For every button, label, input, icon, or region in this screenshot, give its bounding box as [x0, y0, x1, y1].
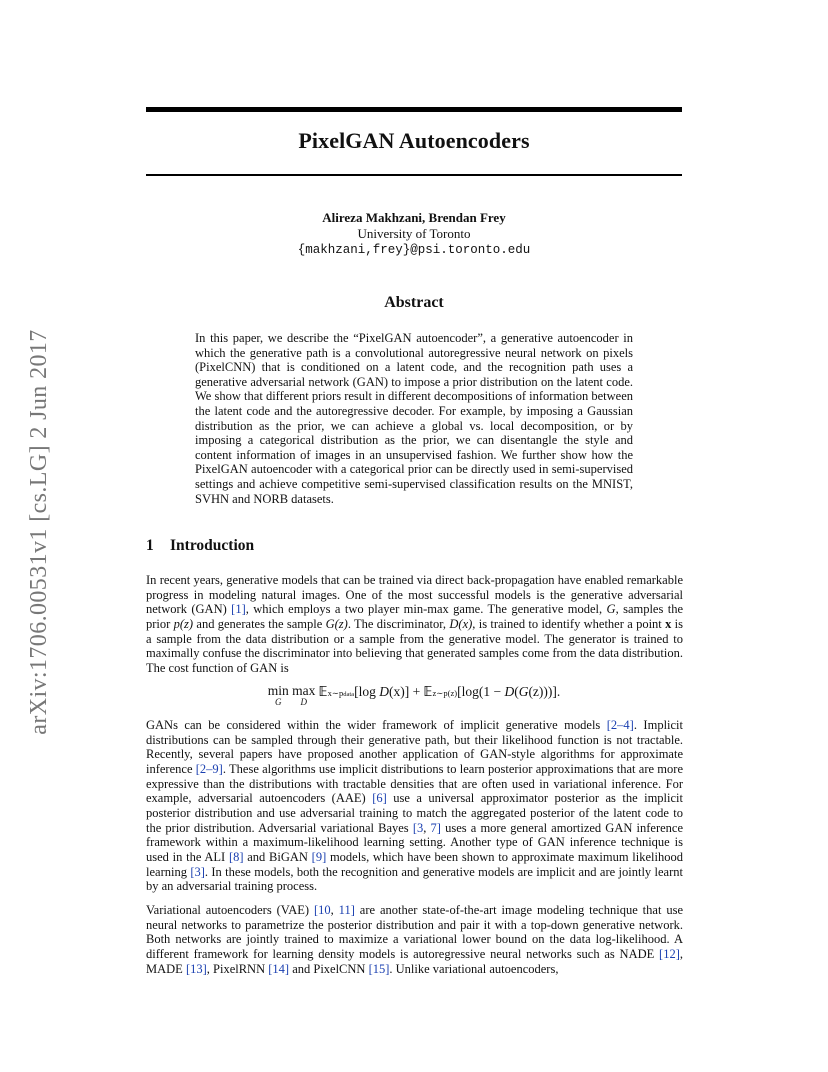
equation-text: [log(1 − [457, 684, 505, 699]
equation-text: ( [514, 684, 519, 699]
text-run: , MADE [146, 946, 683, 976]
citation-link[interactable]: [14] [268, 961, 290, 976]
author-names: Alireza Makhzani, Brendan Frey [322, 210, 506, 225]
abstract-text: In this paper, we describe the “PixelGAN autoencoder”, a generative autoencoder in which the generative path is a convolutional autoregressive neural network on pixels (PixelCNN) that is conditioned on a latent code, and the recognition path uses a generative adversarial network (GAN) to impose a prior distribution on the latent code. We show that different priors result in different decompositions of information between the latent code and the autoregressive decoder. For example, by imposing a Gaussian distribution as the prior, we can achieve a global vs. local decomposition, or by imposing a categorical distribution as the prior, we can disentangle the style and content information of images in an unsupervised fashion. We further show how the PixelGAN autoencoder with a categorical prior can be directly used in semi-supervised settings and achieve competitive semi-supervised classification results on the MNIST, SVHN and NORB datasets. [195, 331, 633, 506]
citation-link[interactable]: [3 [412, 820, 424, 835]
text-run: GANs can be considered within the wider framework of implicit generative models [146, 718, 607, 732]
text-run: and generates the sample [193, 616, 326, 631]
title-top-rule [146, 107, 682, 112]
text-run: . These algorithms use implicit distributions to learn posterior approximations that are more expressive than the distributions with tractable densities that are often used in variational inference. For example, adversarial autoencoders (AAE) [146, 761, 683, 806]
equation-min-operator [268, 684, 289, 707]
author-affiliation: University of Toronto [357, 226, 471, 241]
equation-subscript: G [274, 697, 282, 707]
math-symbol: G [606, 602, 616, 617]
author-email: {makhzani,frey}@psi.toronto.edu [297, 243, 531, 257]
arxiv-identifier-sidebar: arXiv:1706.00531v1 [cs.LG] 2 Jun 2017 [26, 329, 52, 735]
text-run: and PixelCNN [289, 961, 369, 976]
intro-paragraph-3 [146, 903, 683, 976]
citation-link[interactable]: [6] [372, 791, 387, 806]
intro-paragraph-2 [146, 718, 683, 894]
citation-link[interactable]: [2–9] [195, 761, 223, 776]
title-bottom-rule [146, 174, 682, 176]
section-title: Introduction [170, 537, 255, 554]
equation-text: max [292, 683, 316, 698]
text-run: Variational autoencoders (VAE) [146, 903, 314, 917]
equation-subscript: z∼p(z) [432, 688, 458, 698]
text-run: In recent years, generative models that can be trained via direct back-propagation have enabled remarkable progress in modeling natural images. One of the most successful models is the generative adversarial network (GAN) [146, 573, 683, 617]
text-run: , PixelRNN [206, 961, 269, 976]
text-run: . The discriminator, [347, 616, 450, 631]
text-run: models, which have been shown to approximate maximum likelihood learning [146, 849, 683, 879]
citation-link[interactable]: [12] [659, 946, 680, 961]
citation-link[interactable]: [1] [231, 602, 246, 617]
text-run: and BiGAN [243, 849, 312, 864]
equation-subscript: data [343, 691, 355, 698]
text-run: is a sample from the data distribution or a sample from the generative model. The generator is trained to maximally confuse the discriminator into believing that generated samples come from the data distribution. The cost function of GAN is [146, 616, 683, 675]
paper-title: PixelGAN Autoencoders [298, 128, 530, 153]
section-number: 1 [146, 537, 154, 554]
text-run: use a universal approximator posterior as the implicit posterior distribution and use adversarial training to match the aggregated posterior of the latent code to the prior distribution. Adversarial variational Bayes [146, 791, 683, 835]
author-block [146, 210, 682, 258]
text-run: , is trained to identify whether a point [472, 616, 666, 631]
citation-link[interactable]: [13] [185, 961, 207, 976]
citation-link[interactable]: [2–4] [606, 718, 634, 732]
math-symbol: D [379, 684, 389, 699]
citation-link[interactable]: 7] [430, 820, 441, 835]
equation-text: [log [354, 684, 380, 699]
abstract-heading: Abstract [384, 294, 444, 311]
math-symbol: x [665, 616, 672, 631]
gan-objective-equation [146, 684, 682, 707]
text-run: . Implicit distributions can be sampled through their generative path, but their likelihood function is not tractable. Recently, several papers have proposed another application of GAN-style algorithms for approximate inference [146, 718, 684, 776]
equation-text: (x)] + [388, 684, 424, 699]
expectation-symbol: 𝔼 [318, 685, 328, 700]
equation-subscript: D [300, 697, 307, 707]
text-run: , samples the prior [146, 602, 684, 631]
math-symbol: G(z) [325, 616, 348, 631]
section-heading-introduction [146, 537, 254, 555]
text-run: uses a more general amortized GAN inference framework within a maximum-likelihood learning setting. Another type of GAN inference technique is used in the ALI [146, 820, 684, 864]
expectation-symbol: 𝔼 [423, 685, 433, 700]
math-symbol: G [518, 684, 529, 699]
citation-link[interactable]: [10 [313, 903, 331, 917]
citation-link[interactable]: 11] [338, 903, 355, 917]
citation-link[interactable]: [8] [228, 849, 244, 864]
text-run: . In these models, both the recognition and generative models are implicit and are jointly learnt by an adversarial training process. [146, 864, 683, 894]
citation-link[interactable]: [3] [190, 864, 205, 879]
equation-max-operator [292, 684, 315, 707]
text-run: , [330, 903, 339, 917]
text-run: are another state-of-the-art image modeling technique that use neural networks to parametrize the posterior distribution and pair it with a top-down generative network. Both networks are jointly trained to maximize a variational lower bound on the data log-likelihood. A different framework for learning density models is autoregressive neural networks such as NADE [146, 903, 683, 961]
math-symbol: p(z) [173, 616, 194, 631]
text-run: , which employs a two player min-max game. The generative model, [245, 602, 607, 617]
citation-link[interactable]: [15] [368, 961, 390, 976]
equation-text: min [267, 683, 289, 698]
citation-link[interactable]: [9] [311, 849, 327, 864]
math-symbol: D [504, 684, 515, 699]
equation-subscript: x∼p [327, 688, 344, 698]
text-run: . Unlike variational autoencoders, [389, 961, 559, 976]
equation-text: (z)))]. [528, 684, 561, 699]
intro-paragraph-1 [146, 573, 683, 676]
text-run: , [423, 820, 431, 835]
math-symbol: D(x) [449, 616, 473, 631]
